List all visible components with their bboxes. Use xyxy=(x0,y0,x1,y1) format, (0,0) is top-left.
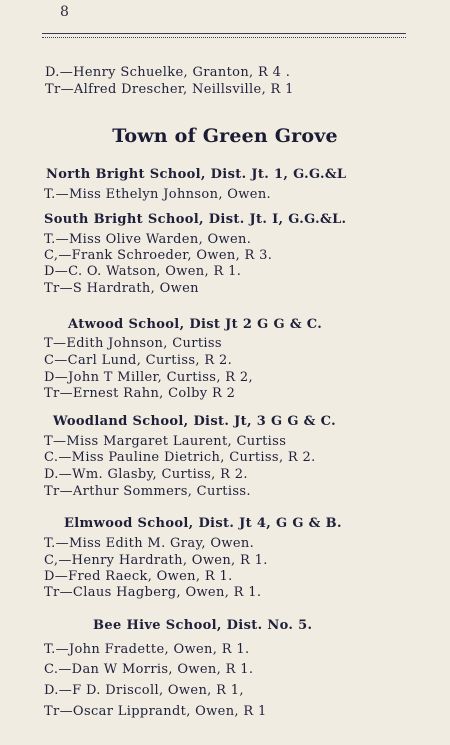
header-rule xyxy=(42,33,406,34)
officer-line: D—John T Miller, Curtiss, R 2, xyxy=(44,370,254,385)
officer-line: Tr—Claus Hagberg, Owen, R 1. xyxy=(44,585,262,600)
school-heading: South Bright School, Dist. Jt. I, G.G.&L. xyxy=(44,212,347,227)
officer-line: D.—F D. Driscoll, Owen, R 1, xyxy=(44,683,244,698)
school-heading: Woodland School, Dist. Jt, 3 G G & C. xyxy=(53,414,336,429)
officer-line: C,—Frank Schroeder, Owen, R 3. xyxy=(44,248,273,263)
officer-line: D—C. O. Watson, Owen, R 1. xyxy=(44,264,242,279)
school-heading: Bee Hive School, Dist. No. 5. xyxy=(93,618,313,633)
officer-line: C—Carl Lund, Curtiss, R 2. xyxy=(44,353,233,368)
officer-line: T—Edith Johnson, Curtiss xyxy=(44,336,222,351)
officer-line: C.—Miss Pauline Dietrich, Curtiss, R 2. xyxy=(44,450,316,465)
officer-line: Tr—S Hardrath, Owen xyxy=(44,281,199,296)
officer-line: T.—John Fradette, Owen, R 1. xyxy=(44,642,250,657)
officer-line: Tr—Arthur Sommers, Curtiss. xyxy=(44,484,251,499)
intro-line-director: D.—Henry Schuelke, Granton, R 4 . xyxy=(45,65,291,80)
officer-line: T.—Miss Edith M. Gray, Owen. xyxy=(44,536,255,551)
officer-line: T.—Miss Ethelyn Johnson, Owen. xyxy=(44,187,272,202)
school-heading: Elmwood School, Dist. Jt 4, G G & B. xyxy=(64,516,342,531)
header-rule-dotted xyxy=(42,37,406,38)
officer-line: D.—Wm. Glasby, Curtiss, R 2. xyxy=(44,467,248,482)
officer-line: C,—Henry Hardrath, Owen, R 1. xyxy=(44,553,268,568)
officer-line: Tr—Ernest Rahn, Colby R 2 xyxy=(44,386,236,401)
section-title: Town of Green Grove xyxy=(112,125,338,147)
officer-line: T.—Miss Olive Warden, Owen. xyxy=(44,232,252,247)
officer-line: Tr—Oscar Lipprandt, Owen, R 1 xyxy=(44,704,267,719)
officer-line: D—Fred Raeck, Owen, R 1. xyxy=(44,569,233,584)
officer-line: T—Miss Margaret Laurent, Curtiss xyxy=(44,434,287,449)
officer-line: C.—Dan W Morris, Owen, R 1. xyxy=(44,662,254,677)
intro-line-treasurer: Tr—Alfred Drescher, Neillsville, R 1 xyxy=(45,82,294,97)
page-number: 8 xyxy=(60,4,69,20)
school-heading: Atwood School, Dist Jt 2 G G & C. xyxy=(68,317,323,332)
school-heading: North Bright School, Dist. Jt. 1, G.G.&L xyxy=(46,167,347,182)
